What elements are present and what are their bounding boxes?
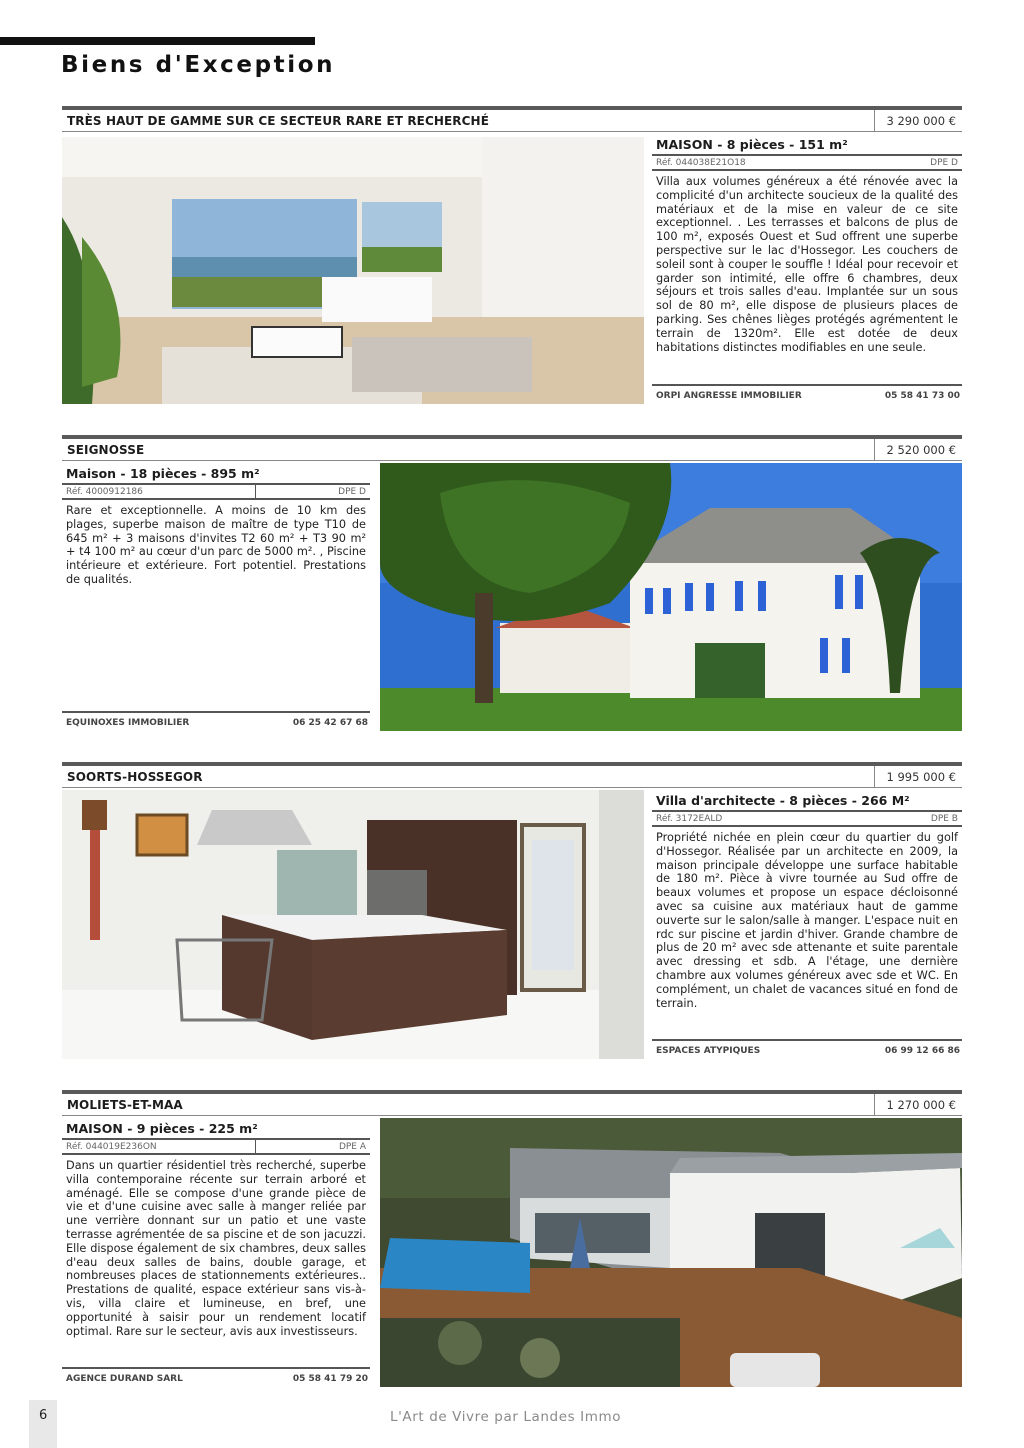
property-type: MAISON - 9 pièces - 225 m² bbox=[66, 1121, 258, 1136]
agency-line bbox=[652, 1039, 962, 1059]
living-room-photo bbox=[62, 137, 644, 404]
listing-info bbox=[652, 790, 962, 1059]
reference: Réf. 3172EALD bbox=[656, 814, 723, 824]
reference-line bbox=[652, 154, 962, 171]
description: Dans un quartier résidentiel très recherché, superbe villa contemporaine récente sur terrain arboré et aménagé. Elle se compose d'une grande pièce de vie et d'une cuisine avec salle à manger reliée par une verrière donnant sur un patio et une vaste terrasse agrémentée de sa piscine et de son jacuzzi. Elle dispose également de six chambres, deux salles d'eau deux salles de bains, double garage, et nombreuses places de stationnements extérieures.. Prestations de qualité, espace extérieur sans vis-à-vis, villa claire et lumineuse, en bref, une opportunité à saisir pour un rendement locatif optimal. Rare sur le secteur, avis aux investisseurs. bbox=[66, 1159, 366, 1338]
dpe-rating: DPE D bbox=[930, 158, 958, 168]
listing-price: 1 270 000 € bbox=[874, 1094, 962, 1115]
footer-tagline: L'Art de Vivre par Landes Immo bbox=[390, 1409, 622, 1425]
top-rule bbox=[0, 37, 315, 45]
reference: Réf. 044038E21O18 bbox=[656, 158, 746, 168]
listing-location: SEIGNOSSE bbox=[67, 443, 145, 457]
property-type: Maison - 18 pièces - 895 m² bbox=[66, 466, 260, 481]
reference: Réf. 4000912186 bbox=[66, 487, 143, 497]
description: Villa aux volumes généreux a été rénovée avec la complicité d'un architecte soucieux de la qualité des matériaux et de la mise en valeur de ce site exceptionnel. . Les terrasses et balcons de plus de 100 m², exposés Ouest et Sud offrent une superbe perspective sur le lac d'Hossegor. Les couchers de soleil sont à couper le souffle ! Idéal pour recevoir et garder son intimité, elle offre 6 chambres, deux séjours et trois salles d'eau. Implantée sur un sous sol de 80 m², elle dispose de plusieurs places de parking. Ses chênes lièges protégés agrémentent le terrain de 1320m². Elle est dotée de deux habitations distinctes modifiables en une seule. bbox=[656, 175, 958, 354]
listing-2 bbox=[62, 435, 962, 731]
agency-name: ESPACES ATYPIQUES bbox=[656, 1046, 761, 1056]
agency-line bbox=[652, 384, 962, 404]
property-type: MAISON - 8 pièces - 151 m² bbox=[656, 137, 848, 152]
reference-line bbox=[62, 1138, 370, 1155]
agency-name: ORPI ANGRESSE IMMOBILIER bbox=[656, 391, 802, 401]
reference: Réf. 044019E236ON bbox=[66, 1142, 157, 1152]
listing-price: 3 290 000 € bbox=[874, 110, 962, 131]
agency-phone: 06 25 42 67 68 bbox=[292, 718, 368, 728]
page-number: 6 bbox=[39, 1408, 48, 1423]
dpe-rating: DPE A bbox=[338, 1142, 366, 1152]
agency-name: EQUINOXES IMMOBILIER bbox=[66, 718, 190, 728]
agency-phone: 06 99 12 66 86 bbox=[884, 1046, 960, 1056]
listing-location: TRÈS HAUT DE GAMME SUR CE SECTEUR RARE ET RECHERCHÉ bbox=[67, 114, 489, 128]
listing-price: 1 995 000 € bbox=[874, 766, 962, 787]
listing-location: SOORTS-HOSSEGOR bbox=[67, 770, 203, 784]
reference-line bbox=[62, 483, 370, 500]
agency-line bbox=[62, 1367, 370, 1387]
listing-1 bbox=[62, 106, 962, 404]
dpe-rating: DPE B bbox=[930, 814, 958, 824]
house-exterior-photo bbox=[380, 463, 962, 731]
property-type: Villa d'architecte - 8 pièces - 266 M² bbox=[656, 793, 910, 808]
dpe-rating: DPE D bbox=[338, 487, 366, 497]
description: Propriété nichée en plein cœur du quartier du golf d'Hossegor. Réalisée par un architecte en 2009, la maison principale développe une surface habitable de 180 m². Pièce à vivre tournée au Sud offre de beaux volumes et propose un espace décloisonné avec sa cuisine aux matériaux haut de gamme ouverte sur le salon/salle à manger. L'espace nuit en rdc sur piscine et jardin d'hiver. Grande chambre de plus de 20 m² avec sde attenante et suite parentale avec dressing et sdb. A l'étage, une dernière chambre aux volumes généreux avec sde et WC. En complément, un chalet de vacances situé en fond de terrain. bbox=[656, 831, 958, 1010]
agency-phone: 05 58 41 73 00 bbox=[884, 391, 960, 401]
kitchen-photo bbox=[62, 790, 644, 1059]
listing-4 bbox=[62, 1090, 962, 1387]
listing-price: 2 520 000 € bbox=[874, 439, 962, 460]
listing-3 bbox=[62, 762, 962, 1059]
agency-line bbox=[62, 711, 370, 731]
section-title: Biens d'Exception bbox=[61, 52, 336, 78]
reference-line bbox=[652, 810, 962, 827]
listing-info bbox=[62, 463, 370, 731]
agency-name: AGENCE DURAND SARL bbox=[66, 1374, 183, 1384]
description: Rare et exceptionnelle. A moins de 10 km des plages, superbe maison de maître de type T10 de 645 m² + 3 maisons d'invites T2 60 m² + T3 90 m² + t4 100 m² au cœur d'un parc de 5000 m². , Piscine intérieure et extérieure. Fort potentiel. Prestations de qualités. bbox=[66, 504, 366, 586]
agency-phone: 05 58 41 79 20 bbox=[292, 1374, 368, 1384]
listing-info bbox=[62, 1118, 370, 1387]
listing-info bbox=[652, 134, 962, 404]
listing-location: MOLIETS-ET-MAA bbox=[67, 1098, 183, 1112]
villa-pool-photo bbox=[380, 1118, 962, 1387]
